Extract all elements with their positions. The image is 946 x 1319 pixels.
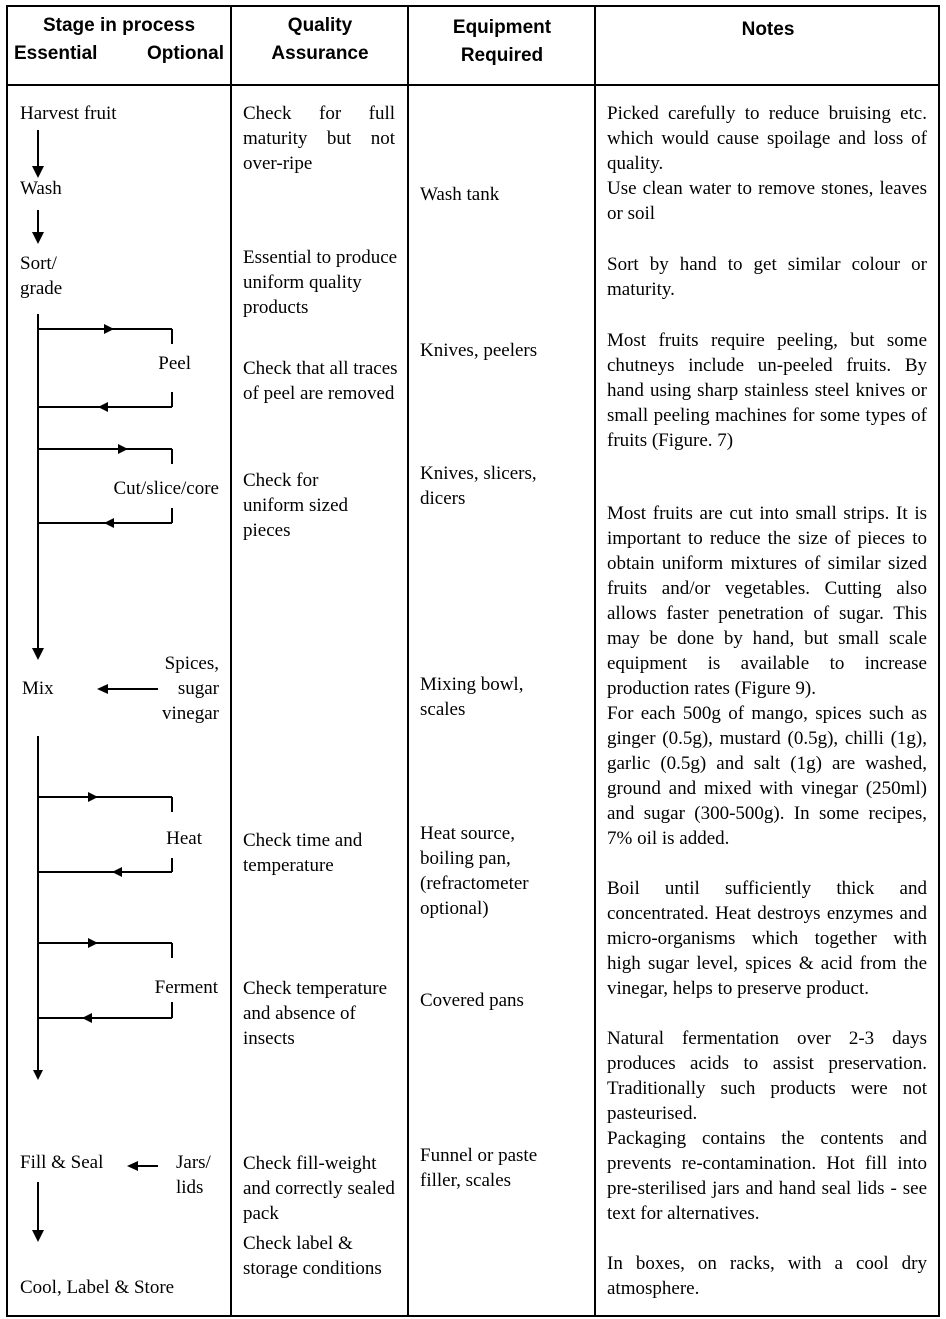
notes-mix: For each 500g of mango, spices such as ginger (0.5g), mustard (0.5g), chilli (1g), garlic (0.5g) and salt (1g) are washed, ground and mixed with vinegar (250ml) and sugar (300-500g). In some recipes, 7% oil is added. [607,703,927,849]
header-equipment-line2: Required [460,45,544,66]
notes-peel: Most fruits require peeling, but some chutneys include un-peeled fruits. By hand using sharp stainless steel knives or small peeling machines for some types of fruits (Figure. 7) [607,330,927,451]
qa-cut: Check for uniform sized pieces [243,470,349,541]
header-equipment-line1: Equipment [452,17,552,38]
header-essential: Essential [14,43,98,64]
qa-peel: Check that all traces of peel are removed [243,358,398,404]
header-quality-assurance [233,12,407,68]
equipment-fill: Funnel or paste filler, scales [420,1145,538,1191]
equipment-ferment: Covered pans [420,990,524,1011]
stage-fill-inputs [176,1150,211,1200]
qa-sort: Essential to produce uniform quality products [243,247,398,318]
stage-sort-line2: grade [20,278,63,299]
fill-input-jars: Jars/ [176,1152,211,1173]
fill-input-lids: lids [176,1177,204,1198]
mix-input-sugar: sugar [177,678,219,699]
equipment-peel: Knives, peelers [420,340,538,361]
header-optional: Optional [146,43,224,64]
notes-ferment: Natural fermentation over 2-3 days produces acids to assist preservation. Traditionally such products were not pasteurised. [607,1028,927,1124]
qa-store: Check label & storage conditions [243,1233,382,1279]
header-equipment-required [410,14,594,70]
notes-cut: Most fruits are cut into small strips. It is important to reduce the size of pieces to obtain uniform mixtures of similar sized fruits and/or vegetables. Cutting also allows faster penetration of sugar. This may be done by hand, but small scale equipment is available to increase production rates (Figure 9). [607,503,927,699]
stage-peel: Peel [158,353,191,374]
mix-input-vinegar: vinegar [162,703,219,724]
column-divider-qa-equipment [407,5,409,1317]
stage-fill-seal: Fill & Seal [20,1152,104,1173]
header-qa-line2: Assurance [271,43,369,64]
header-stage-title: Stage in process [42,15,196,36]
notes-wash: Use clean water to remove stones, leaves or soil [607,178,927,224]
stage-ferment: Ferment [154,977,218,998]
qa-fill: Check fill-weight and correctly sealed pack [243,1153,395,1224]
qa-ferment: Check temperature and absence of insects [243,978,388,1049]
stage-mix: Mix [22,678,54,699]
equipment-wash: Wash tank [420,184,500,205]
header-qa-line1: Quality [287,15,353,36]
qa-harvest: Check for full maturity but not over-ripe [243,103,395,174]
qa-heat: Check time and temperature [243,830,363,876]
equipment-cut: Knives, slicers, dicers [420,463,537,509]
stage-sort-line1: Sort/ [20,253,57,274]
stage-heat: Heat [166,828,202,849]
equipment-mix: Mixing bowl, scales [420,674,524,720]
notes-fill: Packaging contains the contents and prevents re-contamination. Hot fill into pre-sterilised jars and hand seal lids - see text for alternatives. [607,1128,927,1224]
stage-cool-label-store: Cool, Label & Store [20,1277,175,1298]
mix-input-spices: Spices, [164,653,219,674]
stage-harvest-fruit: Harvest fruit [20,103,117,124]
notes-heat: Boil until sufficiently thick and concentrated. Heat destroys enzymes and micro-organisms which together with high sugar level, spices & acid from the vinegar, helps to preserve product. [607,878,927,999]
column-divider-equipment-notes [594,5,596,1317]
notes-sort: Sort by hand to get similar colour or maturity. [607,254,927,300]
header-notes: Notes [741,19,795,40]
notes-store: In boxes, on racks, with a cool dry atmosphere. [607,1253,927,1299]
notes-harvest: Picked carefully to reduce bruising etc. which would cause spoilage and loss of quality. [607,103,927,174]
stage-cut-slice-core: Cut/slice/core [113,478,219,499]
stage-wash: Wash [20,178,62,199]
equipment-heat: Heat source, boiling pan, (refractometer optional) [420,823,529,919]
stage-mix-inputs [140,651,219,726]
stage-sort-grade [20,251,62,301]
